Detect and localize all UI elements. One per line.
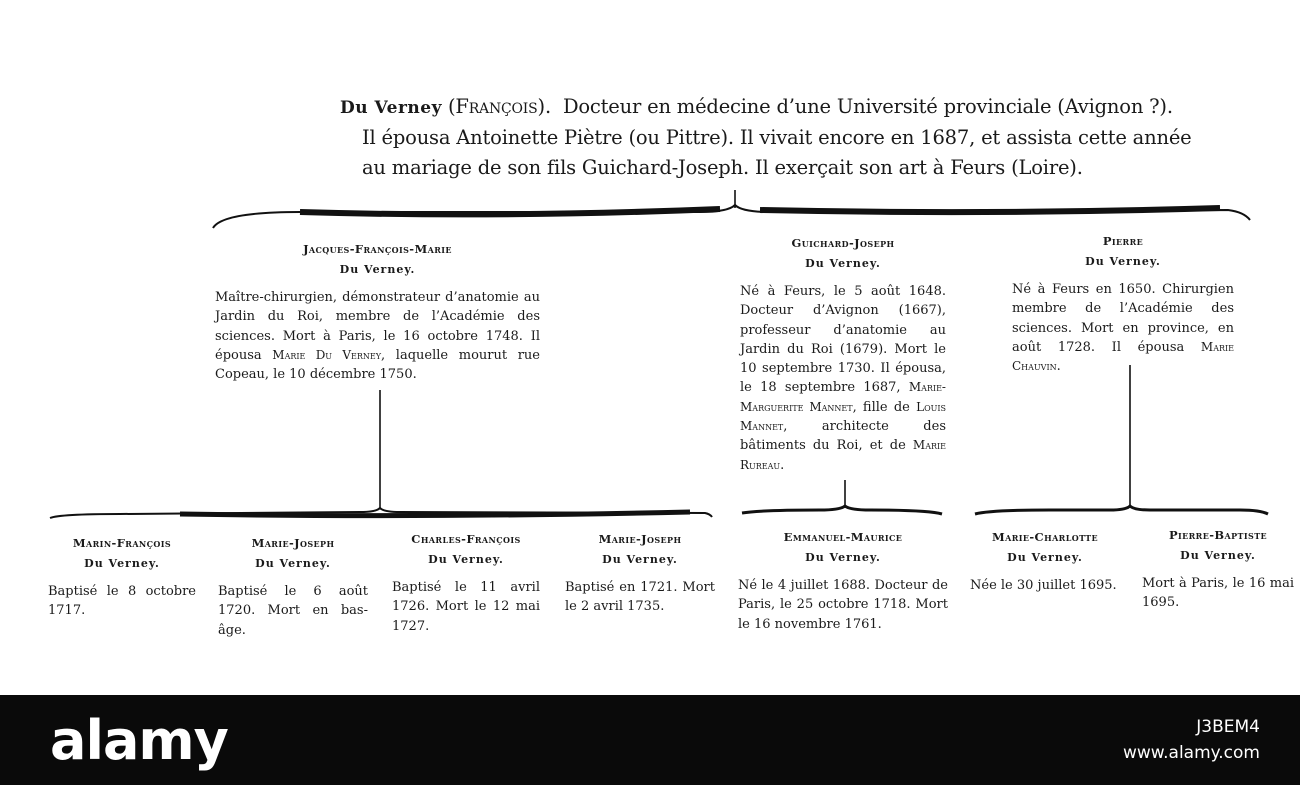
grandchild-surname: Du Verney. <box>805 551 881 564</box>
child-guichard <box>740 236 946 475</box>
root-first-name: François <box>455 95 538 118</box>
root-line-1-text: Docteur en médecine d’une Université provinciale (Avignon ?). <box>562 95 1173 118</box>
grandchild-description: Baptisé le 8 octobre 1717. <box>48 584 196 619</box>
grandchild-description: Baptisé le 6 août 1720. Mort en bas-âge. <box>218 584 368 638</box>
child-surname: Du Verney. <box>339 263 416 276</box>
root-name: Du Verney <box>340 98 442 118</box>
spouse-name: Marie Chauvin <box>1012 339 1235 374</box>
grandchild-description: Née le 30 juillet 1695. <box>970 578 1117 593</box>
grandchild-name: Marin-François <box>72 536 172 550</box>
grandchild-description: Mort à Paris, le 16 mai 1695. <box>1142 576 1294 611</box>
grandchild-emmanuel-maurice <box>738 530 948 634</box>
root-entry <box>340 92 1300 183</box>
grandchild-surname: Du Verney. <box>602 553 678 566</box>
child-description: Né à Feurs, le 5 août 1648. Docteur d’Avignon (1667), professeur d’anatomie au Jardin du Roi (1679). Mort le 10 septembre 1730. Il épousa, le 18 septembre 1687, Marie-Marguerite Mannet, fille de Louis Mannet, architecte des bâtiments du Roi, et de Marie Rureau. <box>740 284 947 473</box>
top-brace-thick-right <box>760 208 1220 212</box>
grandchild-name: Marie-Charlotte <box>991 530 1099 544</box>
grandchild-pierre-baptiste <box>1142 528 1294 613</box>
child-name: Jacques-François-Marie <box>303 242 452 256</box>
child-name: Pierre <box>1102 234 1144 248</box>
grandchild-description: Baptisé le 11 avril 1726. Mort le 12 mai 1727. <box>392 580 540 634</box>
child-description: Maître-chirurgien, démonstrateur d’anatomie au Jardin du Roi, membre de l’Académie des sciences. Mort à Paris, le 16 octobre 1748. Il épousa Marie Du Verney, laquelle mourut rue Copeau, le 10 décembre 1750. <box>215 290 540 383</box>
spouse-father-name: Louis Mannet <box>740 399 947 434</box>
image-code: J3BEM4 <box>1196 717 1260 737</box>
grandchild-name: Emmanuel-Maurice <box>783 530 903 544</box>
site-url: www.alamy.com <box>1122 743 1260 763</box>
grandchild-name: Charles-François <box>411 532 521 546</box>
root-line-2: Il épousa Antoinette Piètre (ou Pittre). Il vivait encore en 1687, et assista cette année <box>362 126 1192 149</box>
child-jacques <box>215 242 540 384</box>
spouse-name: Marie Du Verney <box>272 347 382 362</box>
spouse-name: Marie-Marguerite Mannet <box>740 380 946 414</box>
grandchild-name: Pierre-Baptiste <box>1168 528 1268 542</box>
grandchild-name: Marie-Joseph <box>251 536 335 550</box>
grandchild-name: Marie-Joseph <box>598 532 682 546</box>
grandchild-description: Né le 4 juillet 1688. Docteur de Paris, le 25 octobre 1718. Mort le 16 novembre 1761. <box>738 578 948 632</box>
grandchild-charles-francois <box>392 532 540 636</box>
grandchild-marie-joseph-2 <box>565 532 715 617</box>
child-pierre <box>1012 234 1234 376</box>
root-line-1: Du Verney (François). Docteur en médecine d’une Université provinciale (Avignon ?). <box>340 95 1173 118</box>
grandchild-marie-joseph-1 <box>218 536 368 640</box>
grandchild-marin-francois <box>48 536 196 621</box>
watermark-banner <box>0 695 1300 785</box>
pierre-brace <box>975 506 1268 514</box>
grandchild-surname: Du Verney. <box>1180 549 1256 562</box>
child-name: Guichard-Joseph <box>791 236 895 250</box>
guichard-brace <box>742 506 942 514</box>
grandchild-marie-charlotte <box>970 530 1120 595</box>
grandchild-surname: Du Verney. <box>84 557 160 570</box>
top-brace-thick-left <box>300 209 720 214</box>
grandchild-surname: Du Verney. <box>255 557 331 570</box>
grandchild-surname: Du Verney. <box>1007 551 1083 564</box>
root-line-3: au mariage de son fils Guichard-Joseph. Il exerçait son art à Feurs (Loire). <box>362 156 1083 179</box>
child-description: Né à Feurs en 1650. Chirurgien membre de l’Académie des sciences. Mort en province, en août 1728. Il épousa Marie Chauvin. <box>1012 282 1235 375</box>
child-surname: Du Verney. <box>805 257 881 270</box>
spouse-mother-name: Marie Rureau <box>740 438 946 472</box>
alamy-logo: alamy <box>50 709 228 772</box>
grandchild-description: Baptisé en 1721. Mort le 2 avril 1735. <box>565 580 715 615</box>
grandchild-surname: Du Verney. <box>428 553 504 566</box>
child-surname: Du Verney. <box>1085 255 1161 268</box>
